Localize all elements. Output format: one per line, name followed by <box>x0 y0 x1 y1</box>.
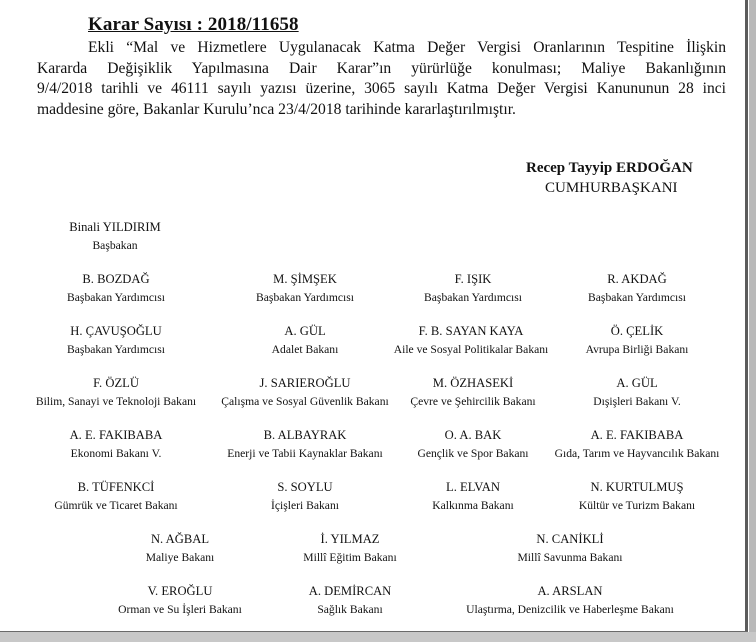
signatory <box>26 375 206 409</box>
signatory-name: N. KURTULMUŞ <box>590 480 684 494</box>
signatory <box>26 271 206 305</box>
signatory-title: Kültür ve Turizm Bakanı <box>578 499 696 512</box>
signatory <box>490 531 650 565</box>
signatory-name: B. ALBAYRAK <box>263 428 347 442</box>
signatory-name: Ö. ÇELİK <box>610 324 664 338</box>
signatory-title: Ekonomi Bakanı V. <box>70 447 162 460</box>
signatory-name: V. EROĞLU <box>147 584 213 598</box>
signatory-name: O. A. BAK <box>444 428 502 442</box>
signatory <box>383 427 563 461</box>
signatory-title: Başbakan Yardımcısı <box>67 291 165 304</box>
signatory-name: H. ÇAVUŞOĞLU <box>70 324 162 338</box>
signatory-title: Gümrük ve Ticaret Bakanı <box>54 499 178 512</box>
signatory <box>205 427 405 461</box>
signatory-title: Orman ve Su İşleri Bakanı <box>118 603 242 616</box>
signatory-name: R. AKDAĞ <box>607 272 667 286</box>
signatory <box>100 531 260 565</box>
signatory-title: Millî Eğitim Bakanı <box>303 551 397 564</box>
signatory <box>215 323 395 357</box>
signatory-title: Avrupa Birliği Bakanı <box>585 343 689 356</box>
signatory-name: M. ŞİMŞEK <box>273 272 337 286</box>
president-title: CUMHURBAŞKANI <box>545 180 678 196</box>
signatory-title: Başbakan <box>92 239 138 252</box>
signatory <box>383 271 563 305</box>
paragraph-line: 9/4/2018 tarihli ve 46111 sayılı yazısı üzerine, 3065 sayılı Katma Değer Vergisi Kanununun 28 inci <box>37 80 726 97</box>
signatory <box>547 323 727 357</box>
signatory <box>547 271 727 305</box>
signatory-title: Başbakan Yardımcısı <box>67 343 165 356</box>
signatory-name: N. CANİKLİ <box>536 532 604 546</box>
signatory-title: Sağlık Bakanı <box>317 603 383 616</box>
signatory-name: B. TÜFENKCİ <box>77 480 155 494</box>
signatory-title: Başbakan Yardımcısı <box>424 291 522 304</box>
signatory-name: B. BOZDAĞ <box>82 272 150 286</box>
signatory-name: F. B. SAYAN KAYA <box>418 324 524 338</box>
signatory-title: Aile ve Sosyal Politikalar Bakanı <box>393 343 549 356</box>
paragraph-line: Ekli “Mal ve Hizmetlere Uygulanacak Katma Değer Vergisi Oranlarının Tespitine İlişkin <box>88 39 726 56</box>
signatory-title: Gıda, Tarım ve Hayvancılık Bakanı <box>554 447 720 460</box>
page-bottom-shadow <box>0 632 756 642</box>
signatory-name: A. E. FAKIBABA <box>69 428 163 442</box>
signatory <box>383 479 563 513</box>
signatory-title: Enerji ve Tabii Kaynaklar Bakanı <box>227 447 383 460</box>
signatory-name: F. ÖZLÜ <box>93 376 139 390</box>
signatory <box>547 375 727 409</box>
page-edge-shadow <box>745 0 748 642</box>
signatory-title: Adalet Bakanı <box>271 343 339 356</box>
signatory-name: A. E. FAKIBABA <box>590 428 684 442</box>
signatory <box>383 375 563 409</box>
signatory <box>90 583 270 617</box>
signatory-title: Başbakan Yardımcısı <box>256 291 354 304</box>
signatory <box>215 271 395 305</box>
signatory-title: İçişleri Bakanı <box>271 499 339 512</box>
signatory-name: İ. YILMAZ <box>320 532 380 546</box>
signatory-name: N. AĞBAL <box>150 532 210 546</box>
signatory-name: S. SOYLU <box>277 480 333 494</box>
signatory <box>26 323 206 357</box>
signatory-title: Maliye Bakanı <box>145 551 215 564</box>
signatory <box>205 375 405 409</box>
signatory-name: A. DEMİRCAN <box>308 584 392 598</box>
signatory <box>26 479 206 513</box>
signatory-name: M. ÖZHASEKİ <box>432 376 514 390</box>
signatory-title: Ulaştırma, Denizcilik ve Haberleşme Bakanı <box>466 603 674 616</box>
signatory-title: Dışişleri Bakanı V. <box>593 395 681 408</box>
signatory-name: F. IŞIK <box>454 272 492 286</box>
signatory-title: Çevre ve Şehircilik Bakanı <box>410 395 536 408</box>
signatory <box>547 479 727 513</box>
decision-number-heading: Karar Sayısı : 2018/11658 <box>88 14 299 35</box>
paragraph-line: Kararda Değişiklik Yapılmasına Dair Karar”ın yürürlüğe konulması; Maliye Bakanlığının <box>37 59 726 77</box>
signatory <box>270 583 430 617</box>
signatory <box>270 531 430 565</box>
signatory-title: Gençlik ve Spor Bakanı <box>417 447 529 460</box>
signatory-title: Millî Savunma Bakanı <box>517 551 623 564</box>
signatory-name: Binali YILDIRIM <box>69 220 161 234</box>
signatory <box>371 323 571 357</box>
signatory <box>55 219 175 253</box>
signatory-title: Kalkınma Bakanı <box>432 499 514 512</box>
signatory-title: Bilim, Sanayi ve Teknoloji Bakanı <box>35 395 197 408</box>
signatory-name: L. ELVAN <box>446 480 500 494</box>
page-edge-shadow-outer <box>749 0 756 642</box>
paragraph-line: maddesine göre, Bakanlar Kurulu’nca 23/4/2018 tarihinde kararlaştırılmıştır. <box>37 100 516 118</box>
signatory-name: A. ARSLAN <box>537 584 603 598</box>
signatory <box>215 479 395 513</box>
signatory-title: Başbakan Yardımcısı <box>588 291 686 304</box>
signatory <box>537 427 737 461</box>
decision-paragraph <box>37 38 726 120</box>
signatory-name: A. GÜL <box>616 376 658 390</box>
signatory <box>455 583 685 617</box>
signatory-name: J. SARIEROĞLU <box>259 376 351 390</box>
signatory-name: A. GÜL <box>284 324 326 338</box>
president-name: Recep Tayyip ERDOĞAN <box>526 160 693 176</box>
signatory <box>26 427 206 461</box>
signatory-title: Çalışma ve Sosyal Güvenlik Bakanı <box>221 395 389 408</box>
